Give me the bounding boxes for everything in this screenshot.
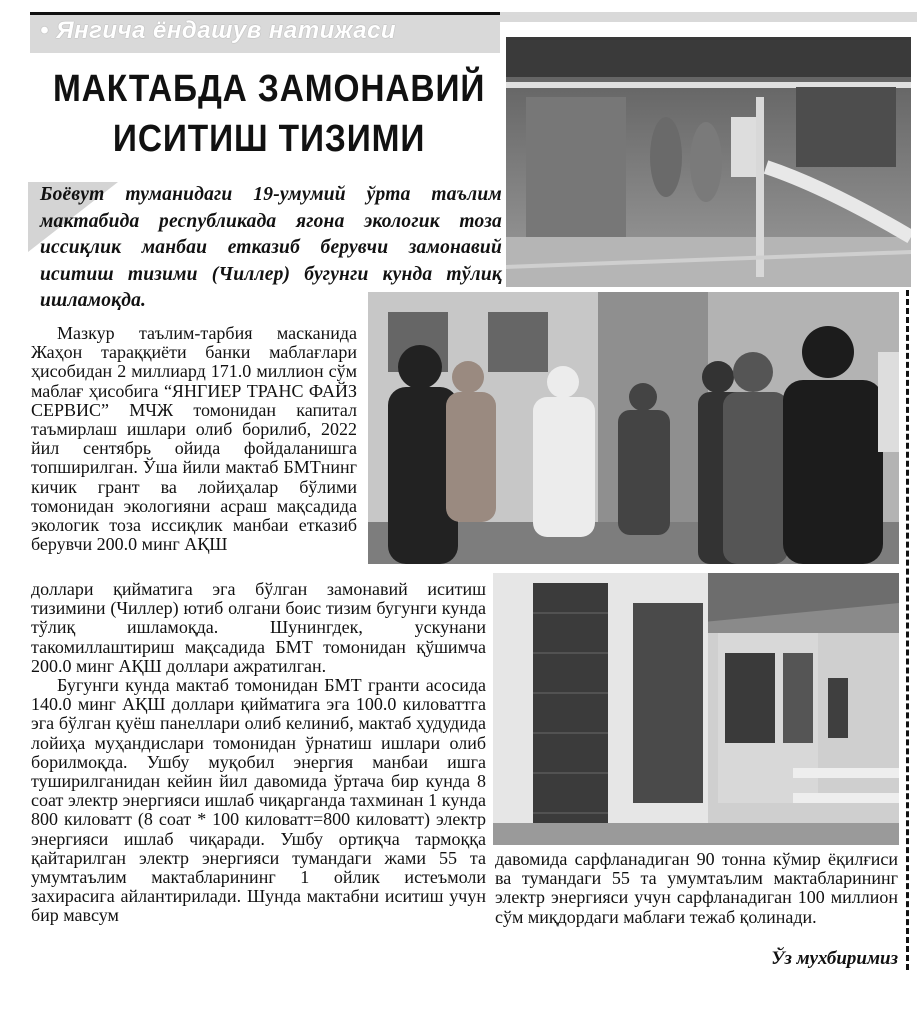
body-paragraph-2-end: давомида сарфланадиган 90 тонна кўмир ёқилғиси ва тумандаги 55 та умумтаълим мактабларининг электр энергияси учун сарфланадиган 100 миллион сўм миқдордаги маблағи тежаб қолинади. [495,849,898,927]
body-column-right [495,850,898,927]
headline-line-2: ИСИТИШ ТИЗИМИ [112,118,426,160]
top-gray-strip [500,12,917,22]
rubric-label [40,17,396,45]
body-paragraph-2: Бугунги кунда мактаб томонидан БМТ гранти асосида 140.0 минг АҚШ доллари қийматига эга 100.0 киловаттга эга бўлган қуёш панеллари олиб келиниб, мактаб ҳудудида лойиҳа муҳандислари томонидан ўрнатиш ишлари олиб борилмоқда. Ушбу муқобил энергия манбаи ишга туширилганидан кейин йил давомида ўртача бир кунда 8 соат электр энергияси ишлаб чиқарганда тахминан 1 кунда 800 киловатт (8 соат * 100 киловатт=800 киловатт) электр энергияси ишлаб чиқаради. Ушбу ортиқча тармоққа қайтарилган электр энергияси тумандаги жами 55 та умумтаълим мактабларининг 1 ойлик истеъмоли захирасига айлантирилади. Шунда мактабни иситиш учун бир мавсум [31,675,486,926]
column-dashed-rule [906,290,909,970]
article-headline [28,64,486,164]
photo-boiler-room [506,37,911,287]
bullet-icon: • [40,17,49,44]
byline: Ўз мухбиримиз [771,948,898,969]
body-paragraph-1-end: доллари қийматига эга бўлган замонавий иситиш тизимини (Чиллер) ютиб олгани боис тизим бугунги кунда тўлиқ ишламоқда. Шунингдек, ускунани такомиллаштириш мақсадида БМТ томонидан қўшимча 200.0 минг АҚШ доллари ажратилган. [31,579,486,676]
headline-line-1: МАКТАБДА ЗАМОНАВИЙ [52,68,486,110]
photo-visitors-group [368,292,899,564]
body-paragraph-1-start: Мазкур таълим-тарбия масканида Жаҳон тараққиёти банки маблағлари ҳисобидан 2 миллиард 171.0 миллион сўм маблағ ҳисобига “ЯНГИЕР ТРАНС ФАЙЗ СЕРВИС” МЧЖ томонидан капитал таъмирлаш ишлари олиб борилиб, 2022 йил сентябрь ойида фойдаланишга топширилган. Ўша йили мактаб БМТнинг кичик грант ва лойиҳалар бўлими томонидан экологияни асраш мақсадида экологик тоза иссиқлик манбаи етказиб берувчи 200.0 минг АҚШ [31,323,357,555]
body-column-wide [31,580,486,926]
lead-paragraph: Боёвут туманидаги 19-умумий ўрта таълим мактабида республикада ягона экологик тоза иссиқлик манбаи етказиб берувчи замонавий иситиш тизими (Чиллер) бугунги кунда тўлиқ ишламоқда. [40,184,502,311]
photo-chiller-units [493,573,899,845]
body-column-narrow [31,324,357,554]
rubric-text: Янгича ёндашув натижаси [56,17,397,44]
